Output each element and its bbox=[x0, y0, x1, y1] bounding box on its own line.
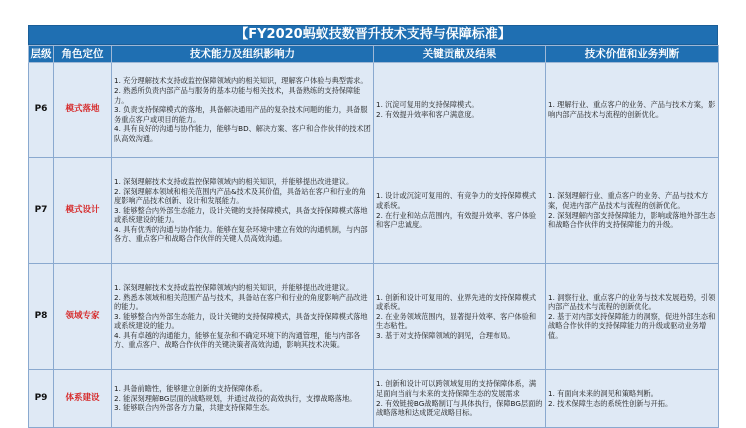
contribution-cell bbox=[374, 63, 546, 158]
value-cell-line: 1. 理解行业、重点客户的业务、产品与技术方案，影响内部产品技术与流程的创新优化。 bbox=[548, 100, 716, 119]
value-cell-line: 2. 深刻理解内部支持保障能力，影响或落地外部生态和战略合作伙伴的支持保障能力的升级。 bbox=[548, 210, 716, 230]
ability-cell-line: 4. 具有优秀的沟通与协作能力。能够在复杂环境中建立有效的沟通机制，与内部各方、重点客户和战略合作伙伴的关键人员高效沟通。 bbox=[114, 224, 368, 244]
role-cell: 体系建设 bbox=[54, 370, 112, 428]
role-cell: 模式设计 bbox=[54, 158, 112, 264]
header-contribution: 关键贡献及结果 bbox=[374, 46, 546, 63]
value-cell-line: 1. 深刻理解行业、重点客户的业务、产品与技术方案，促进内部产品技术与流程的创新优化。 bbox=[548, 191, 709, 210]
ability-cell-line: 4. 具有良好的沟通与协作能力，能够与BD、解决方案、客户和合作伙伴的技术团队高效沟通。 bbox=[114, 124, 371, 143]
standards-table bbox=[28, 45, 719, 428]
ability-cell-line: 1. 深刻理解技术支持或监控保障领域内的相关知识，并能够提出改进建议。 bbox=[114, 176, 354, 186]
ability-cell-line: 3. 负责支持保障模式的落地，具备解决通用产品的复杂技术问题的能力，具备服务重点客户或项目的能力。 bbox=[114, 105, 368, 124]
value-cell-line: 2. 技术保障生态的系统性创新与开拓。 bbox=[548, 398, 673, 408]
header-ability: 技术能力及组织影响力 bbox=[112, 46, 374, 63]
ability-cell-line: 1. 深刻理解技术支持或监控保障领域内的相关知识，并能够提出改进建议。 bbox=[114, 282, 354, 292]
header-level: 层级 bbox=[29, 46, 54, 63]
value-cell bbox=[546, 63, 719, 158]
ability-cell-line: 2. 熟悉所负责内部产品与服务的基本功能与相关技术，具备熟练的支持保障能力。 bbox=[114, 86, 361, 105]
ability-cell-line: 4. 具有卓越的沟通能力，能够在复杂和不确定环境下的沟通管理，能与内部各方、重点客户、战略合作伙伴的关键决策者高效沟通，影响其技术决策。 bbox=[114, 330, 361, 350]
table-row bbox=[29, 158, 719, 264]
value-cell-line: 1. 洞察行业、重点客户的业务与技术发展趋势，引领内部产品技术与流程的创新优化。 bbox=[548, 292, 716, 312]
ability-cell-line: 2. 深刻理解本领域和相关范围内产品&技术及其价值，具备站在客户和行业的角度影响产品技术创新、设计和发展能力。 bbox=[114, 186, 366, 206]
level-cell: P6 bbox=[29, 63, 54, 158]
contribution-cell-line: 2. 有效链接BG战略制订与具体执行，保障BG层面的战略落地和达成既定战略目标。 bbox=[376, 398, 543, 418]
ability-cell-line: 3. 能够整合内外部生态能力，设计关键的支持保障模式，具备支持保障模式落地或系统建设的能力。 bbox=[114, 205, 368, 225]
header-row bbox=[29, 46, 719, 63]
level-cell: P9 bbox=[29, 370, 54, 428]
value-cell bbox=[546, 264, 719, 370]
ability-cell-line: 3. 能够整合内外部生态能力，设计关键的支持保障模式，具备支持保障模式落地或系统建设的能力。 bbox=[114, 311, 368, 331]
contribution-cell-line: 1. 设计或沉淀可复用的、有竞争力的支持保障模式或系统。 bbox=[376, 191, 537, 210]
sheet-title: 【FY2020蚂蚁技数晋升技术支持与保障标准】 bbox=[28, 25, 718, 45]
contribution-cell-line: 1. 创新和设计可以跨领域复用的支持保障体系，满足面向当前与未来的支持保障生态的发展需求 bbox=[376, 379, 537, 398]
contribution-cell-line: 3. 基于对支持保障领域的洞见，合理布局。 bbox=[376, 330, 515, 340]
level-cell: P7 bbox=[29, 158, 54, 264]
value-cell-line: 1. 有面向未来的洞见和策略判断。 bbox=[548, 388, 658, 398]
contribution-cell-line: 1. 沉淀可复用的支持保障模式。 bbox=[376, 100, 479, 110]
contribution-cell bbox=[374, 158, 546, 264]
contribution-cell bbox=[374, 370, 546, 428]
value-cell-line: 2. 基于对内部支持保障能力的洞察，促进外部生态和战略合作伙伴的支持保障能力的升级或驱动业务增值。 bbox=[548, 311, 716, 340]
ability-cell-line: 1. 具备前瞻性，能够建立创新的支持保障体系。 bbox=[114, 384, 267, 394]
ability-cell bbox=[112, 370, 374, 428]
ability-cell bbox=[112, 63, 374, 158]
contribution-cell-line: 2. 在行业和站点范围内，有效提升效率、客户体验和客户忠诚度。 bbox=[376, 210, 537, 230]
header-value: 技术价值和业务判断 bbox=[546, 46, 719, 63]
table-row bbox=[29, 370, 719, 428]
ability-cell-line: 2. 熟悉本领域和相关范围产品与技术，具备站在客户和行业的角度影响产品改进的能力。 bbox=[114, 292, 368, 312]
contribution-cell bbox=[374, 264, 546, 370]
table-row bbox=[29, 264, 719, 370]
contribution-cell-line: 2. 有效提升效率和客户满意度。 bbox=[376, 110, 479, 119]
ability-cell bbox=[112, 264, 374, 370]
standards-sheet bbox=[28, 25, 718, 428]
header-role: 角色定位 bbox=[54, 46, 112, 63]
contribution-cell-line: 1. 创新和设计可复用的、业界先进的支持保障模式或系统。 bbox=[376, 292, 537, 312]
table-row bbox=[29, 63, 719, 158]
value-cell bbox=[546, 158, 719, 264]
contribution-cell-line: 2. 在业务领域范围内，显著提升效率、客户体验和生态粘性。 bbox=[376, 311, 537, 331]
ability-cell bbox=[112, 158, 374, 264]
ability-cell-line: 3. 能够联合内外部各方力量，共建支持保障生态。 bbox=[114, 403, 275, 413]
ability-cell-line: 2. 能深刻理解BG层面的战略规划，并通过战役的高效执行，支撑战略落地。 bbox=[114, 393, 357, 403]
role-cell: 模式落地 bbox=[54, 63, 112, 158]
role-cell: 领域专家 bbox=[54, 264, 112, 370]
ability-cell-line: 1. 充分理解技术支持或监控保障领域内的相关知识，理解客户体验与典型需求。 bbox=[114, 76, 368, 86]
level-cell: P8 bbox=[29, 264, 54, 370]
value-cell bbox=[546, 370, 719, 428]
